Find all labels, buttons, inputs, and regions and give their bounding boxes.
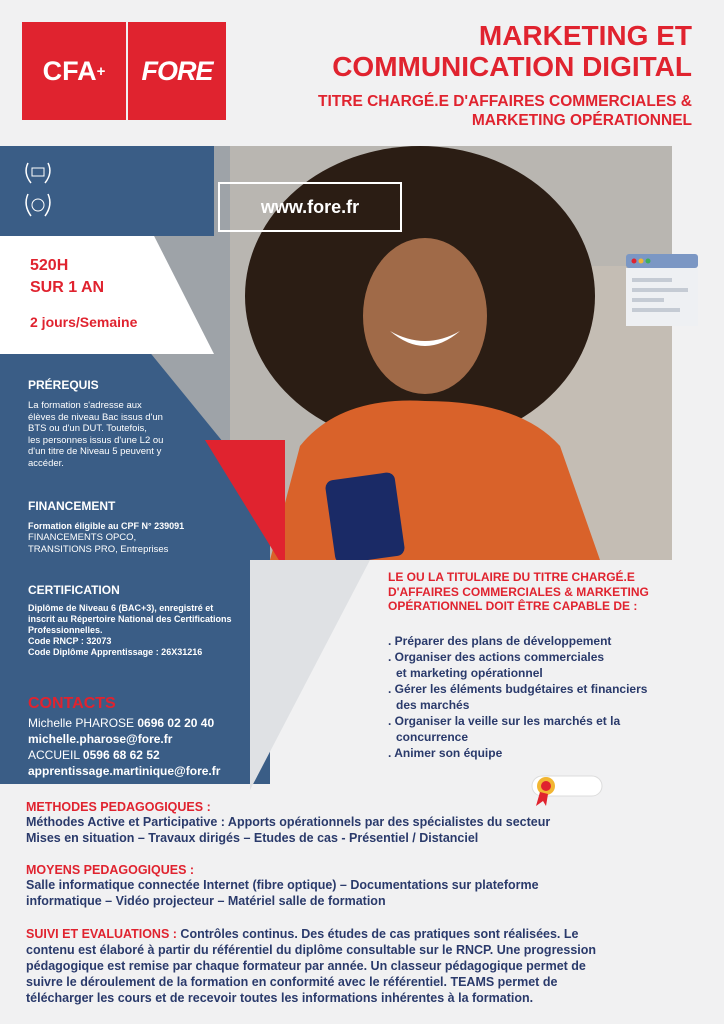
duration: 520H SUR 1 AN [30, 257, 105, 296]
page-title: MARKETING ET COMMUNICATION DIGITAL [332, 20, 692, 82]
prerequis-section [28, 378, 208, 469]
financement-title: FINANCEMENT [28, 499, 116, 513]
methodes-title: METHODES PEDAGOGIQUES : [26, 800, 211, 814]
methodes-section: METHODES PEDAGOGIQUES : Méthodes Active et Participative : Apports opérationnels par des spécialistes du secteur Mises en situation – Travaux dirigés – Etudes de cas - Présentiel / Distanciel [26, 800, 706, 846]
cfa-logo: CFA + [22, 22, 126, 120]
prerequis-title: PRÉREQUIS [28, 378, 99, 392]
rhythm: 2 jours/Semaine [30, 314, 138, 330]
page-subtitle: TITRE CHARGÉ.E D'AFFAIRES COMMERCIALES & MARKETING OPÉRATIONNEL [318, 93, 692, 129]
suivi-title: SUIVI ET EVALUATIONS : [26, 927, 177, 941]
financement-section: FINANCEMENT Formation éligible au CPF N° 239091 FINANCEMENTS OPCO, TRANSITIONS PRO, Entreprises [28, 499, 248, 555]
list-item: . Préparer des plans de développement [388, 634, 612, 648]
list-item: concurrence [396, 730, 469, 744]
browser-window-icon [626, 254, 698, 326]
moyens-title: MOYENS PEDAGOGIQUES : [26, 863, 195, 877]
email-2[interactable]: apprentissage.martinique@fore.fr [28, 764, 221, 778]
website-link[interactable]: www.fore.fr [218, 182, 402, 232]
list-item: . Organiser la veille sur les marchés et la [388, 714, 621, 728]
list-item: . Organiser des actions commerciales [388, 650, 605, 664]
list-item: . Animer son équipe [388, 746, 503, 760]
list-item: . Gérer les éléments budgétaires et financiers [388, 682, 648, 696]
moyens-section: MOYENS PEDAGOGIQUES : Salle informatique connectée Internet (fibre optique) – Documentations sur plateforme informatique – Vidéo projecteur – Matériel salle de formation [26, 863, 706, 909]
prerequis-text: La formation s'adresse aux élèves de niveau Bac issus d'un BTS ou d'un DUT. Toutefois, les personnes issus d'une L2 ou d'un titre de Niveau 5 peuvent y accéder. [28, 400, 164, 469]
certification-title: CERTIFICATION [28, 583, 120, 597]
list-item: des marchés [396, 698, 470, 712]
contacts-title: CONTACTS [28, 695, 116, 712]
list-item: et marketing opérationnel [396, 666, 543, 680]
phone-1[interactable]: 0696 02 20 40 [137, 716, 215, 730]
laurel-seal-icon [22, 160, 54, 191]
email-1[interactable]: michelle.pharose@fore.fr [28, 732, 173, 746]
capability-title: LE OU LA TITULAIRE DU TITRE CHARGÉ.E D'AFFAIRES COMMERCIALES & MARKETING OPÉRATIONNEL DOIT ÊTRE CAPABLE DE : [388, 570, 649, 613]
phone-2[interactable]: 0596 68 62 52 [82, 748, 160, 762]
cpf-seal-icon [22, 191, 54, 224]
contacts-list: Michelle PHAROSE 0696 02 20 40 michelle.pharose@fore.fr ACCUEIL 0596 68 62 52 apprentissage.martinique@fore.fr [28, 715, 288, 779]
certification-section: CERTIFICATION Diplôme de Niveau 6 (BAC+3), enregistré et inscrit au Répertoire National des Certifications Professionnelles. Code RNCP : 32073 Code Diplôme Apprentissage : 26X31216 [28, 583, 288, 658]
fore-logo: FORE [126, 22, 226, 120]
suivi-section: SUIVI ET EVALUATIONS : Contrôles continus. Des études de cas pratiques sont réalisées. Le contenu est élaboré à partir du référentiel du diplôme consultable sur le RNCP. Une progression pédagogique est remise par chaque formateur par année. Un classeur pédagogique permet de suivre le déroulement de la formation en conformité avec le référentiel. TEAMS permet de télécharger les cours et de recevoir toutes les informations inhérentes à la formation. [26, 927, 597, 1005]
capability-list [388, 633, 688, 761]
